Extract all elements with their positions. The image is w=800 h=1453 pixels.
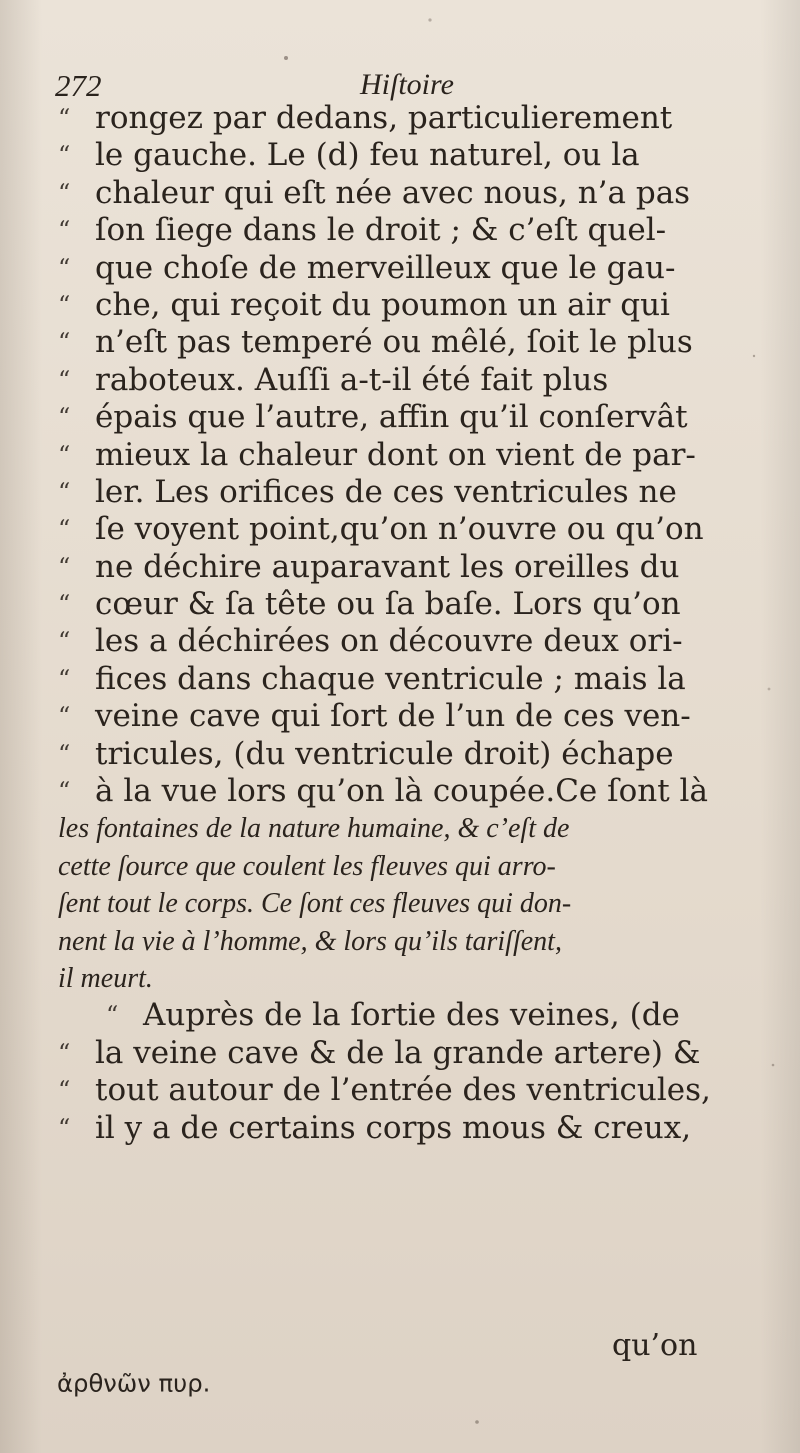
line-text: épais que l’autre, affin qu’il conſervât (95, 399, 688, 436)
page-number: 272 (55, 68, 102, 103)
line-text: ne déchire auparavant les oreilles du (95, 548, 680, 585)
italic-text-line (58, 810, 773, 847)
line-text: les a déchirées on découvre deux ori- (95, 623, 683, 660)
line-text: tout autour de l’entrée des ventricules, (95, 1072, 711, 1109)
quote-mark: “ (58, 1113, 71, 1142)
line-text: il meurt. (58, 962, 153, 994)
line-text: fices dans chaque ventricule ; mais la (95, 660, 686, 697)
text-line (58, 586, 773, 623)
line-text: chaleur qui eſt née avec nous, n’a pas (95, 174, 691, 211)
quote-mark: “ (58, 702, 71, 731)
line-text: Auprès de la ſortie des veines, (de (143, 997, 680, 1034)
text-line (58, 1072, 773, 1109)
line-text: cœur & ſa tête ou ſa baſe. Lors qu’on (95, 586, 681, 623)
quote-mark: “ (58, 290, 71, 319)
quote-mark: “ (58, 627, 71, 656)
line-text: ſent tout le corps. Ce ſont ces fleuves qui don- (58, 888, 572, 920)
quote-mark: “ (58, 328, 71, 357)
quote-mark: “ (58, 253, 71, 282)
line-text: mieux la chaleur dont on vient de par- (95, 436, 696, 473)
text-line (58, 250, 773, 287)
text-line (58, 137, 773, 174)
text-line (58, 474, 773, 511)
line-text: la veine cave & de la grande artere) & (95, 1034, 701, 1071)
line-text: que choſe de merveilleux que le gau- (95, 249, 676, 286)
italic-text-line (58, 848, 773, 885)
quote-mark: “ (58, 739, 71, 768)
line-text: ler. Les orifices de ces ventricules ne (95, 473, 677, 510)
text-line (58, 1035, 773, 1072)
quote-mark: “ (58, 477, 71, 506)
line-text: raboteux. Auſſi a-t-il été fait plus (95, 361, 609, 398)
text-line (58, 549, 773, 586)
line-text: che, qui reçoit du poumon un air qui (95, 286, 670, 323)
running-head: Hiſtoire (360, 68, 454, 101)
quote-mark: “ (58, 590, 71, 619)
line-text: rongez par dedans, particulierement (95, 100, 673, 136)
line-text: cette ſource que coulent les fleuves qui arro- (58, 850, 556, 882)
quote-mark: “ (58, 1076, 71, 1105)
quote-mark: “ (106, 1001, 119, 1030)
line-text: veine cave qui ſort de l’un de ces ven- (95, 698, 691, 735)
text-line (58, 287, 773, 324)
text-line (58, 1110, 773, 1147)
text-line (58, 698, 773, 735)
quote-mark: “ (58, 515, 71, 544)
quote-mark: “ (58, 403, 71, 432)
quote-mark: “ (58, 664, 71, 693)
line-text: ſon ſiege dans le droit ; & c’eſt quel- (95, 212, 667, 249)
text-line (58, 100, 773, 137)
text-line (58, 399, 773, 436)
text-line (58, 623, 773, 660)
quote-mark: “ (58, 777, 71, 806)
line-text: les fontaines de la nature humaine, & c’eſt de (58, 813, 570, 845)
main-text (58, 100, 773, 1147)
line-text: tricules, (du ventricule droit) échape (95, 735, 674, 772)
quote-mark: “ (58, 440, 71, 469)
catchword: qu’on (612, 1328, 698, 1363)
quote-mark: “ (58, 104, 71, 132)
text-line (58, 324, 773, 361)
italic-text-line (58, 923, 773, 960)
text-line (58, 511, 773, 548)
text-line (58, 437, 773, 474)
text-line (58, 175, 773, 212)
italic-text-line (58, 885, 773, 922)
line-text: n’eſt pas temperé ou mêlé, ſoit le plus (95, 324, 693, 361)
text-line (58, 773, 773, 810)
line-text: à la vue lors qu’on là coupée.Ce ſont là (95, 773, 708, 810)
line-text: il y a de certains corps mous & creux, (95, 1109, 692, 1146)
quote-mark: “ (58, 1038, 71, 1067)
text-line (58, 736, 773, 773)
binding-crease (0, 0, 42, 1453)
greek-fragment: ἀρθνῶν πυρ. (57, 1370, 211, 1398)
text-line (58, 212, 773, 249)
quote-mark: “ (58, 552, 71, 581)
italic-text-line (58, 960, 773, 997)
line-text: nent la vie à l’homme, & lors qu’ils tariſſent, (58, 925, 562, 957)
quote-mark: “ (58, 365, 71, 394)
line-text: le gauche. Le (d) feu naturel, ou la (95, 137, 640, 174)
quote-mark: “ (58, 178, 71, 207)
text-line (58, 661, 773, 698)
line-text: ſe voyent point,qu’on n’ouvre ou qu’on (95, 511, 704, 548)
text-line (58, 362, 773, 399)
quote-mark: “ (58, 141, 71, 170)
quote-mark: “ (58, 216, 71, 245)
text-line (58, 997, 773, 1034)
